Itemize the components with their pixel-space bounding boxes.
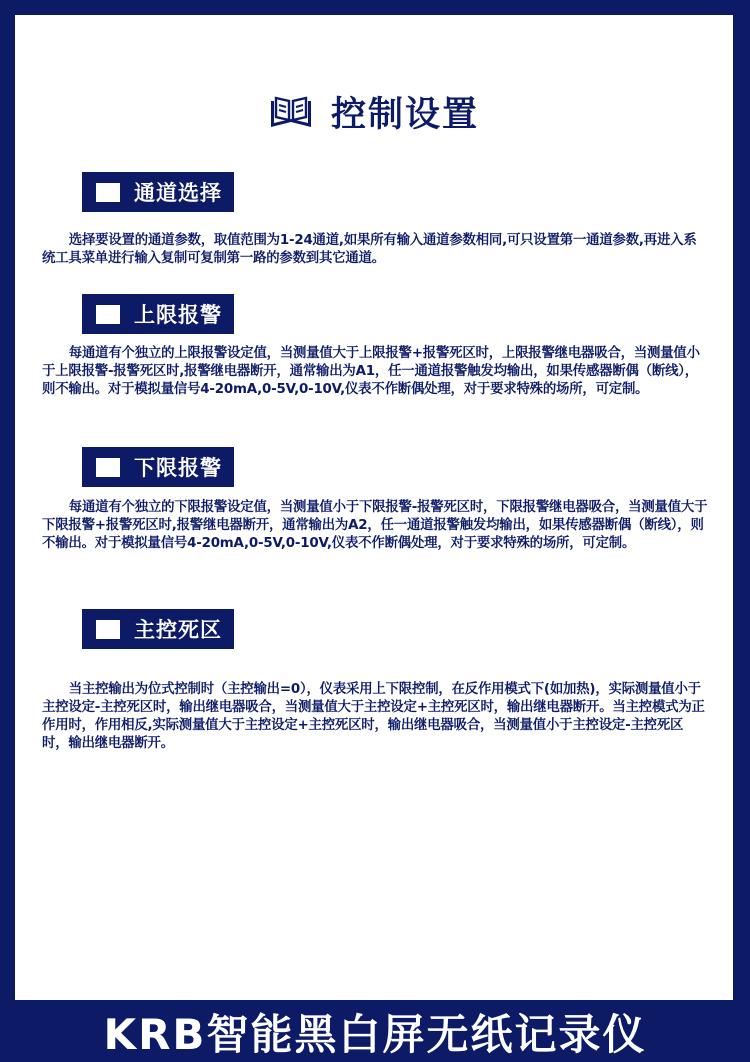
section-body-high-alarm: 每通道有个独立的上限报警设定值，当测量值大于上限报警+报警死区时，上限报警继电器吸合，当测量值小于上限报警-报警死区时,报警继电器断开，通常输出为A1，任一通道报警触发均输出，如果传感器断偶（断线），则不输出。对于模拟量信号4-20mA,0-5V,0-10V,仪表不作断偶处理，对于要求特殊的场所，可定制。: [42, 346, 700, 397]
square-bullet-icon: [96, 183, 120, 202]
section-heading-low-alarm: [82, 447, 234, 487]
footer-title: KRB智能黑白屏无纸记录仪: [103, 1010, 647, 1059]
content-panel: [15, 15, 733, 1000]
section-heading-label: 主控死区: [134, 618, 222, 642]
section-heading-high-alarm: [82, 294, 234, 334]
page-title-text: 控制设置: [330, 95, 479, 135]
section-heading-label: 下限报警: [134, 456, 222, 480]
section-heading-main-deadband: [82, 609, 234, 649]
section-heading-channel-select: [82, 172, 234, 212]
footer-banner: [0, 1004, 750, 1060]
section-body-channel-select: 选择要设置的通道参数，取值范围为1-24通道,如果所有输入通道参数相同,可只设置第一通道参数,再进入系统工具菜单进行输入复制可复制第一路的参数到其它通道。: [42, 233, 697, 266]
book-icon: [269, 95, 313, 129]
section-body-low-alarm: 每通道有个独立的下限报警设定值，当测量值小于下限报警-报警死区时，下限报警继电器吸合，当测量值大于下限报警+报警死区时,报警继电器断开，通常输出为A2，任一通道报警触发均输出，如果传感器断偶（断线），则不输出。对于模拟量信号4-20mA,0-5V,0-10V,仪表不作断偶处理，对于要求特殊的场所，可定制。: [42, 500, 708, 551]
section-body-main-deadband: 当主控输出为位式控制时（主控输出=0），仪表采用上下限控制，在反作用模式下(如加热)，实际测量值小于主控设定-主控死区时，输出继电器吸合，当测量值大于主控设定+主控死区时，输出继电器断开。当主控模式为正作用时，作用相反,实际测量值大于主控设定+主控死区时，输出继电器吸合，当测量值小于主控设定-主控死区时，输出继电器断开。: [42, 682, 705, 751]
section-heading-label: 通道选择: [134, 181, 222, 205]
page-title: [15, 87, 733, 137]
square-bullet-icon: [96, 458, 120, 477]
square-bullet-icon: [96, 620, 120, 639]
section-heading-label: 上限报警: [134, 303, 222, 327]
square-bullet-icon: [96, 305, 120, 324]
